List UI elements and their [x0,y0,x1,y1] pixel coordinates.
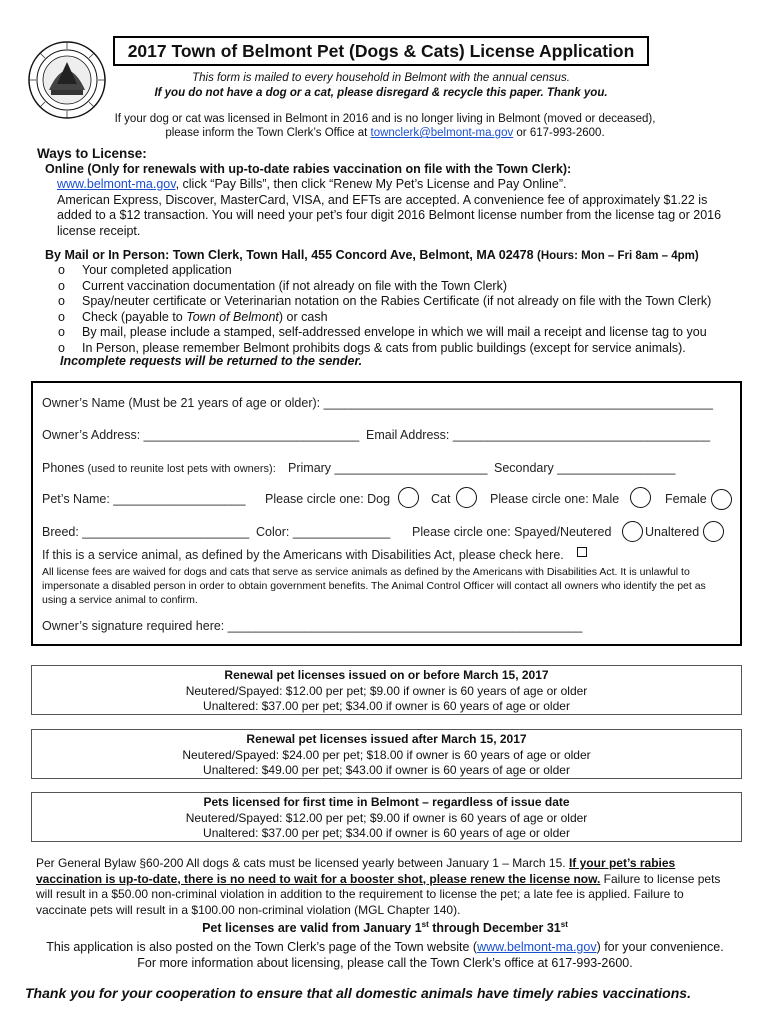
fee-heading: Renewal pet licenses issued on or before March 15, 2017 [224,668,549,682]
thank-you-line: Thank you for your cooperation to ensure that all domestic animals have timely rabies vaccinations. [25,985,691,1001]
fee-line: Unaltered: $49.00 per pet; $43.00 if owner is 60 years of age or older [203,763,570,777]
fee-box-first-time [31,792,742,842]
dog-option-circle[interactable] [398,487,419,508]
online-heading: Online (Only for renewals with up-to-date rabies vaccination on file with the Town Clerk): [45,162,572,176]
fee-line: Neutered/Spayed: $12.00 per pet; $9.00 if owner is 60 years of age or older [185,683,588,698]
list-item [58,325,758,341]
fee-box-renewal-early [31,665,742,715]
valid-sup2: st [560,920,568,929]
moved-notice [40,112,730,140]
cat-option-circle[interactable] [456,487,477,508]
color-field[interactable]: Color: ______________ [256,525,391,539]
posted-post: ) for your convenience. [596,940,724,954]
subtitle-census: This form is mailed to every household in Belmont with the annual census. [192,72,570,84]
office-hours: (Hours: Mon – Fri 8am – 4pm) [537,250,699,262]
primary-phone-field[interactable]: Primary ______________________ [288,461,488,475]
unaltered-label: Unaltered [645,525,700,539]
bullet-mark: o [58,263,65,277]
owner-name-field[interactable]: Owner’s Name (Must be 21 years of age or older): ________________________________________________________ [42,396,713,410]
list-item [58,279,758,295]
list-item-text: Current vaccination documentation (if not already on file with the Town Clerk) [82,278,507,293]
altered-circle-label: Please circle one: Spayed/Neutered [412,525,612,539]
breed-field[interactable]: Breed: ________________________ [42,525,250,539]
list-item-text: Your completed application [82,263,232,277]
list-item-text: Spay/neuter certificate or Veterinarian notation on the Rabies Certificate (if not already on file with the Town Clerk) [82,294,712,308]
species-circle-label: Please circle one: Dog [265,492,391,506]
moved-line2-post: or 617-993-2600. [513,127,605,139]
incomplete-warning: Incomplete requests will be returned to the sender. [60,354,363,368]
online-instructions [57,177,742,239]
phones-label-text: Phones [42,461,85,475]
pet-name-field[interactable]: Pet’s Name: ___________________ [42,492,246,506]
online-line1: , click “Pay Bills”, then click “Renew My Pet’s License and Pay Online”. [175,177,567,191]
check-post: ) or cash [278,309,328,324]
owner-signature-field[interactable]: Owner’s signature required here: ___________________________________________________ [42,619,583,633]
validity-statement [0,920,770,935]
sex-circle-label: Please circle one: Male [490,492,620,506]
phones-note: (used to reunite lost pets with owners): [84,463,276,475]
list-item-text [82,310,328,326]
fee-heading: Renewal pet licenses issued after March 15, 2017 [246,732,527,746]
town-seal-logo [27,40,107,120]
list-item-text: In Person, please remember Belmont prohibits dogs & cats from public buildings (except for service animals). [82,340,686,355]
owner-address-field[interactable]: Owner’s Address: _______________________________ [42,428,360,442]
bullet-mark: o [58,340,65,355]
bylaw-paragraph [36,856,736,918]
female-option-circle[interactable] [711,489,732,510]
bylaw-post: Failure to license pets will result in a $50.00 non-criminal violation in addition to the requirement to license the pet; a late fee is applied. Failure to vaccinate pets will result in a $100.00 non-criminal violation (MGL Chapter 140). [36,871,721,917]
bullet-mark: o [58,278,65,293]
posted-pre: This application is also posted on the Town Clerk’s page of the Town website ( [46,940,478,954]
bullet-mark: o [58,294,65,308]
service-animal-note: All license fees are waived for dogs and cats that serve as service animals as defined by the Americans with Disabilities Act. It is unlawful to impersonate a disabled person in order to obtain government benefits. The Animal Control Officer will contact all owners who identify the pet as using a service animal to confirm. [42,566,706,606]
moved-line1: If your dog or cat was licensed in Belmont in 2016 and is no longer living in Belmont (moved or deceased), [114,113,656,125]
bullet-mark: o [58,309,65,324]
fee-box-renewal-late [31,729,742,779]
list-item-text: By mail, please include a stamped, self-addressed envelope in which we will mail a receipt and license tag to you [82,325,707,339]
belmont-website-link[interactable]: www.belmont-ma.gov [57,177,176,191]
fee-line: Unaltered: $37.00 per pet; $34.00 if owner is 60 years of age or older [203,826,570,840]
mail-heading-text: By Mail or In Person: Town Clerk, Town Hall, 455 Concord Ave, Belmont, MA 02478 [45,248,534,262]
more-info: For more information about licensing, please call the Town Clerk’s office at 617-993-2600. [137,956,633,970]
bullet-mark: o [58,325,65,339]
valid-pre: Pet licenses are valid from January 1 [202,921,422,936]
spayed-neutered-option-circle[interactable] [622,521,643,542]
posted-notice [0,939,770,971]
male-option-circle[interactable] [630,487,651,508]
moved-line2-pre: please inform the Town Clerk’s Office at [165,127,371,139]
cat-label: Cat [431,492,451,506]
secondary-phone-field[interactable]: Secondary _________________ [494,461,676,475]
list-item [58,294,758,310]
list-item [58,263,758,279]
email-field[interactable]: Email Address: _____________________________________ [366,428,711,442]
bylaw-emphasis: If your pet’s rabies vaccination is up-to-date, there is no need to wait for a booster shot, please renew the license now. [36,856,676,886]
fee-line: Neutered/Spayed: $24.00 per pet; $18.00 if owner is 60 years of age or older [182,747,591,762]
service-animal-question: If this is a service animal, as defined by the Americans with Disabilities Act, please check here. [42,548,564,562]
list-item [58,310,758,326]
bylaw-pre: Per General Bylaw §60-200 All dogs & cats must be licensed yearly between January 1 – March 15. [36,856,569,870]
mail-heading [45,248,699,262]
phones-label [42,461,276,475]
unaltered-option-circle[interactable] [703,521,724,542]
female-label: Female [665,492,707,506]
ways-heading: Ways to License: [37,146,147,161]
valid-sup1: st [421,920,429,929]
fee-line: Neutered/Spayed: $12.00 per pet; $9.00 if owner is 60 years of age or older [185,810,588,825]
town-clerk-email-link[interactable]: townclerk@belmont-ma.gov [370,127,514,139]
mail-checklist [58,263,758,356]
check-pre: Check (payable to [82,309,187,324]
online-line2: American Express, Discover, MasterCard, VISA, and EFTs are accepted. A convenience fee of approximately $1.22 is added to a $12 transaction. You will need your pet’s four digit 2016 Belmont license number from the license tag or 2016 license receipt. [57,192,722,238]
town-website-link[interactable]: www.belmont-ma.gov [477,940,597,954]
check-payee: Town of Belmont [186,309,279,324]
fee-heading: Pets licensed for first time in Belmont – regardless of issue date [203,795,570,809]
service-animal-checkbox[interactable] [577,547,587,557]
fee-line: Unaltered: $37.00 per pet; $34.00 if owner is 60 years of age or older [203,699,570,713]
valid-mid: through December 31 [428,921,561,936]
page-title: 2017 Town of Belmont Pet (Dogs & Cats) License Application [113,36,649,66]
subtitle-disregard: If you do not have a dog or a cat, please disregard & recycle this paper. Thank you. [154,87,608,99]
